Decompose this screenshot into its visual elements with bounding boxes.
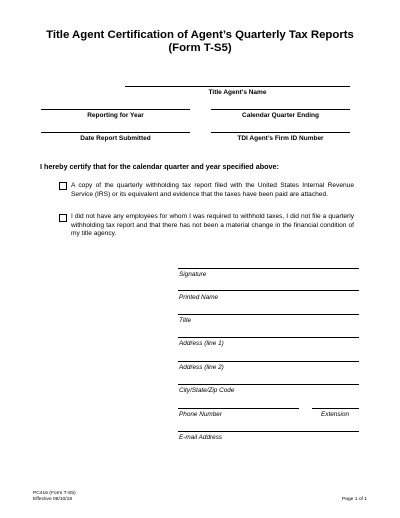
calendar-quarter-label: Calendar Quarter Ending — [242, 112, 319, 119]
printed-name-label: Printed Name — [179, 294, 219, 301]
title-label: Title — [179, 317, 192, 324]
title-line[interactable] — [178, 314, 359, 315]
form-subtitle: (Form T-S5) — [168, 42, 232, 54]
address1-label: Address (line 1) — [179, 340, 224, 347]
city-state-zip-label: City/State/Zip Code — [179, 387, 235, 394]
signature-label: Signature — [179, 271, 207, 278]
reporting-year-line[interactable] — [41, 109, 190, 110]
address2-label: Address (line 2) — [179, 364, 224, 371]
printed-name-line[interactable] — [178, 290, 359, 291]
date-submitted-label: Date Report Submitted — [80, 135, 151, 142]
footer-page-number: Page 1 of 1 — [341, 497, 367, 502]
address2-line[interactable] — [178, 361, 359, 362]
extension-label: Extension — [321, 411, 350, 418]
title-agent-name-line[interactable] — [125, 86, 350, 87]
tdi-id-label: TDI Agent’s Firm ID Number — [237, 135, 324, 142]
option-2-checkbox[interactable] — [59, 214, 67, 222]
option-1-text: A copy of the quarterly withholding tax report filed with the United States Internal Revenue Service (IRS) or its equivalent and evidence that the taxes have been paid are attached. — [71, 182, 354, 198]
signature-line[interactable] — [178, 268, 359, 269]
footer-effective-date: Effective 08/10/18 — [33, 497, 73, 502]
date-submitted-line[interactable] — [41, 132, 190, 133]
option-2-text: I did not have any employees for whom I was required to withhold taxes, I did not file a quarterly withholding tax report and that there has not been a material change in the financial condition of my title agency. — [71, 213, 354, 238]
city-state-zip-line[interactable] — [178, 384, 359, 385]
tdi-id-line[interactable] — [211, 132, 350, 133]
form-title: Title Agent Certification of Agent’s Quarterly Tax Reports — [46, 29, 354, 41]
option-1-checkbox[interactable] — [59, 182, 67, 190]
certify-heading: I hereby certify that for the calendar quarter and year specified above: — [40, 162, 279, 171]
email-label: E-mail Address — [179, 434, 223, 441]
calendar-quarter-line[interactable] — [211, 109, 350, 110]
title-agent-name-label: Title Agent’s Name — [208, 89, 267, 96]
phone-line[interactable] — [178, 408, 299, 409]
phone-label: Phone Number — [179, 411, 222, 418]
footer-form-id: PC416 (Form T-S5) — [33, 491, 76, 496]
address1-line[interactable] — [178, 337, 359, 338]
extension-line[interactable] — [312, 408, 359, 409]
reporting-year-label: Reporting for Year — [87, 112, 144, 119]
email-line[interactable] — [178, 431, 359, 432]
